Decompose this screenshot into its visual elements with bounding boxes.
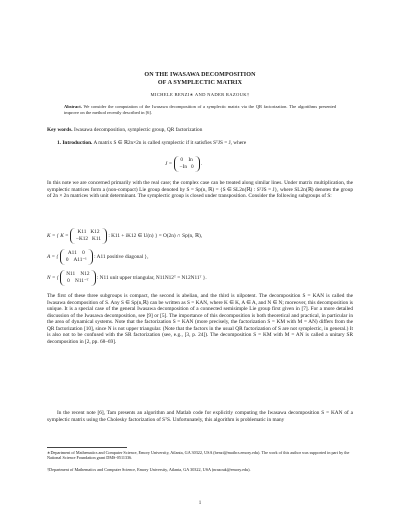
eq-J-lhs: J = [165, 161, 173, 168]
matrix-A [60, 249, 93, 265]
eq-A-lhs: A = { [47, 254, 59, 261]
keywords-text: Iwasawa decomposition, symplectic group, QR factorization [73, 127, 203, 133]
matrix-J-row-1: 0 In [180, 157, 193, 163]
matrix-K [70, 228, 107, 244]
abstract-text: We consider the computation of the Iwasawa decomposition of a symplectic matrix via the QR factorization. The algorithms presented improve on the method recently described in [6]. [64, 104, 336, 116]
footnote-rule [47, 447, 127, 448]
matrix-N [60, 270, 95, 286]
equation-N [47, 270, 207, 286]
paragraph-3: The first of these three subgroups is compact, the second is abelian, and the third is nilpotent. The decomposition S = KAN is called the Iwasawa decomposition of S. Any S ∈ Sp(n,ℝ) can be written as S = KAN, where K ∈ K, A ∈ A, and N ∈ N; moreover, this decomposition is unique. It is a special case of the general Iwasawa decomposition of a connected semisimple Lie group first given in [7]. For a more detailed discussion of the Iwasawa decomposition, see [9] or [5]. The importance of this decomposition is both theoretical and practical, in particular in the area of dynamical systems. Note that the factorization S = KAN (more precisely, the factorization S = KM with M = AN) differs from the QR factorization [10], since N is not upper triangular. (Note that the factors in the usual QR factorization of S are not symplectic, in general.) It is also not to be confused with the SR factorization (see, e.g., [3, p. 24]). The decomposition S = KM with M = AN is called a unitary SR decomposition in [2, pp. 68–69]. [47, 293, 353, 345]
page-number: 1 [198, 501, 202, 506]
eq-N-lhs: N = { [47, 275, 59, 282]
paper-title-line-2: OF A SYMPLECTIC MATRIX [157, 80, 243, 86]
footnote-1: ∗Department of Mathematics and Computer Science, Emory University, Atlanta, GA 30322, USA (benzi@mathcs.emory.edu). The work of this author was supported in part by the National Science Foundation grant DMS-0511336. [47, 450, 350, 461]
eq-K-rhs: : K11 + iK12 ∈ U(n) } = O(2n) ∩ Sp(n, ℝ), [108, 233, 203, 240]
equation-J [165, 156, 202, 172]
equation-A [47, 249, 148, 265]
matrix-N-row-1: N11 N12 [66, 271, 90, 277]
matrix-J-row-2: −In 0 [179, 164, 194, 170]
equation-K [47, 228, 202, 244]
eq-A-rhs: : A11 positive diagonal }, [94, 254, 149, 261]
intro-sentence: A matrix S ∈ ℝ2n×2n is called symplectic if it satisfies SᵀJS = J, where [93, 140, 247, 146]
abstract-label: Abstract. [64, 104, 82, 109]
matrix-J [174, 156, 203, 172]
matrix-N-row-2: 0 N11⁻ᵀ [67, 278, 89, 284]
section-title: Introduction. [62, 140, 93, 146]
keywords-label: Key words. [47, 127, 73, 133]
abstract [64, 104, 336, 117]
paragraph-2: In this note we are concerned primarily with the real case; the complex case can be treated along similar lines. Under matrix multiplication, the symplectic matrices form a (non-compact) Lie group denoted by S = Sp(n, ℝ) = {S ∈ SL2n(ℝ) : SᵀJS = J}, where SL2n(ℝ) denotes the group of 2n × 2n matrices with unit determinant. The symplectic group is closed under transposition. Consider the following subgroups of S: [47, 180, 353, 200]
authors: MICHELE BENZI∗ AND NADER RAZOUK† [150, 92, 250, 97]
matrix-K-row-2: −K12 K11 [75, 236, 101, 242]
intro-paragraph [47, 140, 353, 147]
keywords [47, 127, 353, 134]
paragraph-4: In the recent note [6], Tam presents an algorithm and Matlab code for explicitly computing the Iwasawa decomposition S = KAN of a symplectic matrix using the Cholesky factorization of SᵀS. Unfortunately, this algorithm is problematic in many [47, 410, 353, 423]
eq-N-rhs: : N11 unit upper triangular, N11N12ᵀ = N12N11ᵀ }. [96, 275, 207, 282]
eq-K-lhs: K = { K = [47, 233, 69, 240]
paper-title-line-1: ON THE IWASAWA DECOMPOSITION [144, 72, 256, 78]
eq-J-tail: . [200, 161, 203, 168]
matrix-A-row-2: 0 A11⁻¹ [65, 257, 87, 263]
matrix-K-row-1: K11 K12 [77, 229, 100, 235]
section-number: 1. [57, 140, 61, 146]
matrix-A-row-1: A11 0 [67, 250, 85, 256]
footnote-2: †Department of Mathematics and Computer Science, Emory University, Atlanta, GA 30322, USA (nrazouk@emory.edu). [47, 467, 251, 472]
